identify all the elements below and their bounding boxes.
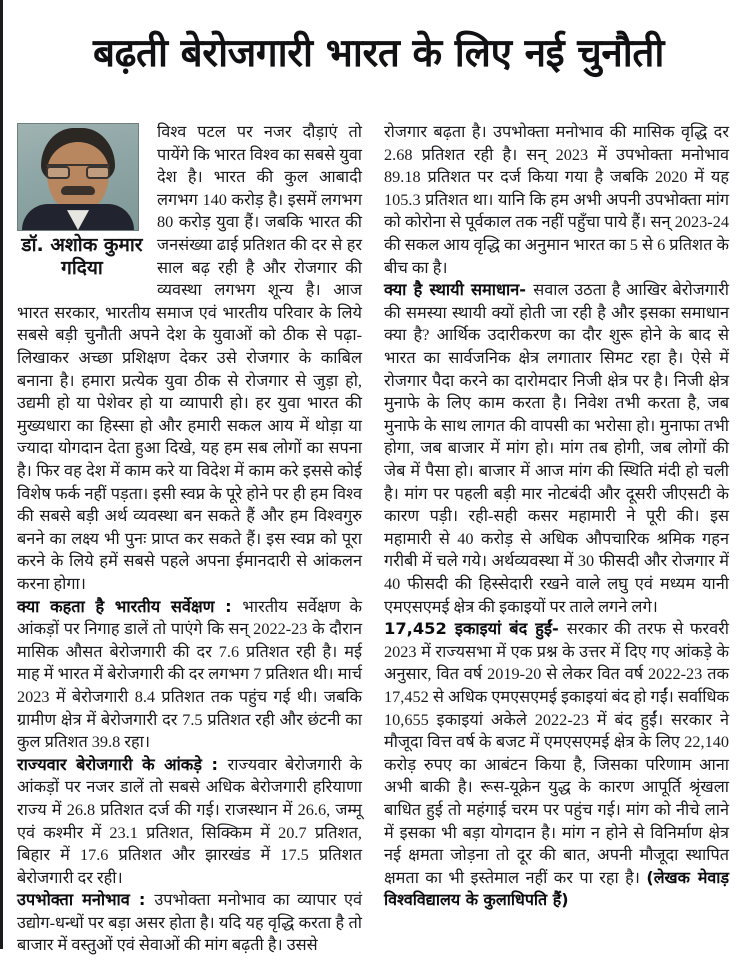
paragraph-continuation [384,121,729,279]
subheading-units-closed: 17,452 इकाइयां बंद हुईं- [384,619,567,639]
paragraph-permanent-solution [384,279,729,618]
subheading-survey: क्या कहता है भारतीय सर्वेक्षण : [17,596,243,616]
paragraph-text: राज्यवार बेरोजगारी के आंकड़ों पर नजर डालें तो सबसे अधिक बेरोजगारी हरियाणा राज्य में 26.8 प्रतिशत दर्ज की गई। राजस्थान में 26.6, जम्मू एवं कश्मीर में 23.1 प्रतिशत, सिक्किम में 20.7 प्रतिशत, बिहार में 17.6 प्रतिशत और झारखंड में 17.5 प्रतिशत बेरोजगारी दर रही। [17,754,362,887]
subheading-permanent-solution: क्या है स्थायी समाधान- [384,280,534,300]
author-block [17,123,147,280]
headline-band [3,0,750,107]
paragraph-text: भारतीय सर्वेक्षण के आंकड़ों पर निगाह डालें तो पाएंगे कि सन् 2022-23 के दौरान मासिक औसत बेरोजगारी की दर 7.6 प्रतिशत रही है। मई माह में भारत में बेरोजगारी की दर लगभग 7 प्रतिशत थी। मार्च 2023 में बेरोजगारी 8.4 प्रतिशत तक पहुंच गई थी। जबकि ग्रामीण क्षेत्र में बेरोजगारी दर 7.5 प्रतिशत रही और छंटनी का कुल प्रतिशत 39.8 रहा। [17,596,362,752]
paragraph-consumer-sentiment [17,889,362,957]
paragraph-statewise [17,754,362,890]
portrait-moustache-shape [61,186,95,195]
paragraph-text: उपभोक्ता मनोभाव का व्यापार एवं उद्योग-धन्धों पर बड़ा असर होता है। यदि यह वृद्धि करता है तो बाजार में वस्तुओं एवं सेवाओं की मांग बढ़ती है। उससे [17,890,363,955]
page-title: बढ़ती बेरोजगारी भारत के लिए नई चुनौती [92,31,665,77]
glasses-icon [46,164,110,177]
author-credit: (लेखक मेवाड़ विश्वविद्यालय के कुलाधिपति हैं) [384,867,729,910]
left-column [17,121,362,975]
paragraph-units-closed [384,618,729,912]
paragraph-text: सवाल उठता है आखिर बेरोजगारी की समस्या स्थायी क्यों होती जा रही है और इसका समाधान क्या है? आर्थिक उदारीकरण का दौर शुरू होने के बाद से भारत का सार्वजनिक क्षेत्र लगातार सिमट रहा है। ऐसे में रोजगार पैदा करने का दारोमदार निजी क्षेत्र पर है। निजी क्षेत्र मुनाफे के लिए काम करता है। निवेश तभी करता है, जब मुनाफे के साथ लागत की वापसी का भरोसा हो। मुनाफा तभी होगा, जब बाजार में मांग हो। मांग तब होगी, जब लोगों की जेब में पैसा हो। बाजार में आज मांग की स्थिति मंदी हो चली है। मांग पर पहली बड़ी मार नोटबंदी और दूसरी जीएसटी के कारण पड़ी। रही-सही कसर महामारी ने पूरी की। इस महामारी से 40 करोड़ से अधिक औपचारिक श्रमिक गहन गरीबी में चले गये। अर्थव्यवस्था में 30 फीसदी और रोजगार में 40 फीसदी की हिस्सेदारी रखने वाले लघु एवं मध्यम यानी एमएसएमई क्षेत्र की इकाइयों पर ताले लगने लगे। [384,280,729,616]
author-photo [17,123,139,231]
paragraph-text: रोजगार बढ़ता है। उपभोक्ता मनोभाव की मासिक वृद्धि दर 2.68 प्रतिशत रही है। सन् 2023 में उपभोक्ता मनोभाव 89.18 प्रतिशत पर दर्ज किया गया है जबकि 2020 में यह 105.3 प्रतिशत था। यानि कि हम अभी अपनी उपभोक्ता मांग को कोरोना से पूर्वकाल तक नहीं पहुँचा पाये हैं। सन् 2023-24 की सकल आय वृद्धि का अनुमान भारत का 5 से 6 प्रतिशत के बीच का है। [384,122,729,277]
article-columns [3,113,750,975]
paragraph-survey [17,596,362,754]
author-byline: डॉ. अशोक कुमार गदिया [21,234,143,280]
paragraph-text: विश्व पटल पर नजर दौड़ाएं तो पायेंगे कि भारत विश्व का सबसे युवा देश है। भारत की कुल आबादी लगभग 140 करोड़ है। इसमें लगभग 80 करोड़ युवा हैं। जबकि भारत की जनसंख्या ढाई प्रतिशत की दर से हर साल बढ़ रही है और रोजगार की व्यवस्था लगभग शून्य है। आज भारत सरकार, भारतीय समाज एवं भारतीय परिवार के लिये सबसे बड़ी चुनौती अपने देश के युवाओं को ठीक से पढ़ा-लिखाकर अच्छा प्रशिक्षण देकर उसे रोजगार के काबिल बनाना है। हमारा प्रत्येक युवा ठीक से रोजगार से जुड़ा हो, उद्यमी हो या पेशेवर हो या व्यापारी हो। हर युवा भारत की मुख्यधारा का हिस्सा हो और हमारी सकल आय में थोड़ा या ज्यादा योगदान देता हुआ दिखे, यह हम सब लोगों का सपना है। फिर वह देश में काम करे या विदेश में काम करे इससे कोई विशेष फर्क नहीं पड़ता। इसी स्वप्न के पूरे होने पर ही हम विश्व की सबसे बड़ी अर्थ व्यवस्था बन सकते हैं और हम विश्वगुरु बनने का लक्ष्य भी पुनः प्राप्त कर सकते हैं। इस स्वप्न को पूरा करने के लिये हमें सबसे पहले अपना ईमानदारी से आंकलन करना होगा। [17,122,362,593]
paragraph-text: सरकार की तरफ से फरवरी 2023 में राज्यसभा में एक प्रश्न के उत्तर में दिए गए आंकड़े के अनुसार, वित वर्ष 2019-20 से लेकर वित वर्ष 2022-23 तक 17,452 से अधिक एमएसएमई इकाइयां बंद हो गईं। सर्वाधिक 10,655 इकाइयां अकेले 2022-23 में बंद हुईं। सरकार ने मौजूदा वित्त वर्ष के बजट में एमएसएमई क्षेत्र के लिए 22,140 करोड़ रुपए का आबंटन किया है, जिसका परिणाम आना अभी बाकी है। रूस-यूक्रेन युद्ध के कारण आपूर्ति श्रृंखला बाधित हुई तो महंगाई चरम पर पहुंच गई। मांग को नीचे लाने में इसका भी बड़ा योगदान है। मांग न होने से विनिर्माण क्षेत्र नई क्षमता जोड़ना तो दूर की बात, अपनी मौजूदा स्थापित क्षमता का भी इस्तेमाल नहीं कर पा रहा है। [384,619,729,887]
subheading-statewise: राज्यवार बेरोजगारी के आंकड़े : [17,754,228,774]
subheading-consumer-sentiment: उपभोक्ता मनोभाव : [17,890,155,910]
right-column [384,121,729,975]
